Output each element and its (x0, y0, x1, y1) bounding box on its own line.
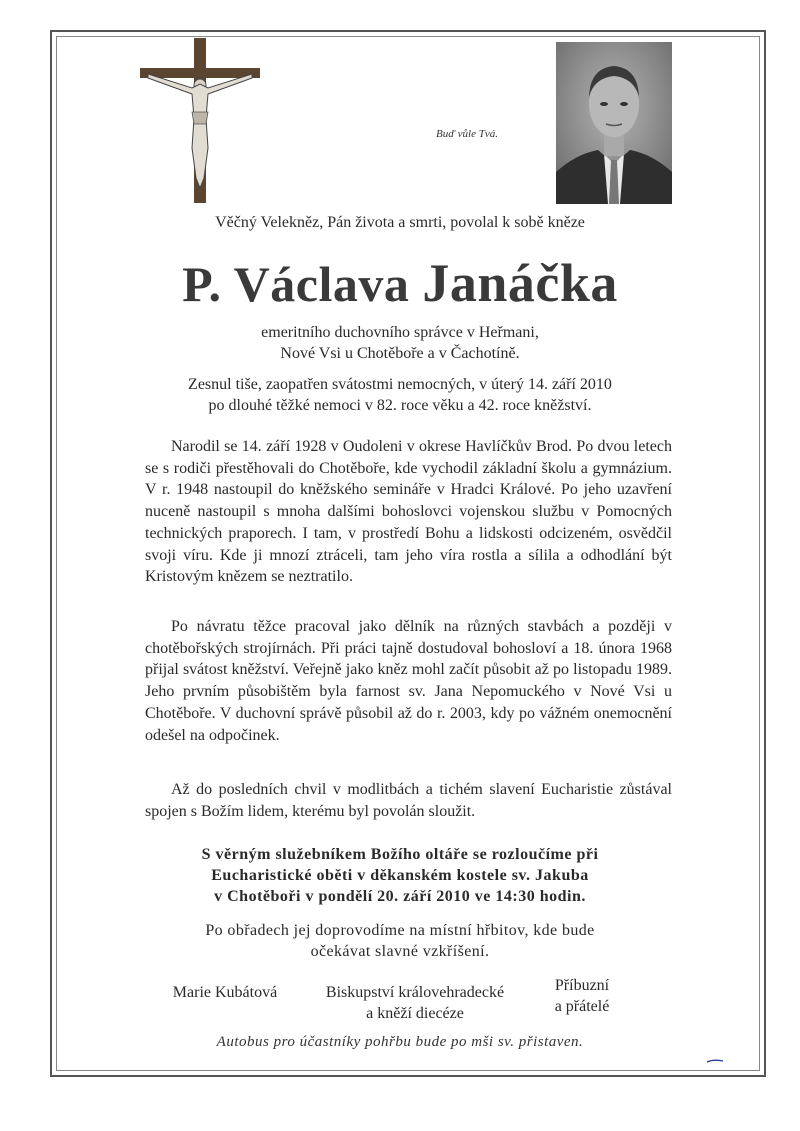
biography-paragraph-3 (145, 779, 672, 822)
death-line: po dlouhé těžké nemoci v 82. roce věku a 42. roce kněžství. (208, 397, 592, 414)
procession-line: Po obřadech jej doprovodíme na místní hřbitov, kde bude (205, 922, 595, 939)
paragraph-text: Po návratu těžce pracoval jako dělník na různých stavbách a později v chotěbořských strojírnách. Při práci tajně dostudoval bohosloví a 18. února 1968 přijal svátost kněžství. Veřejně jako kněz mohl začít působit až po listopadu 1989. Jeho prvním působištěm byla farnost sv. Jana Nepomuckého v Nové Vsi u Chotěboře. V duchovní správě působil až do r. 2003, kdy po vážném onemocnění odešel na odpočinek. (145, 618, 672, 744)
name-last: Janáčka (422, 253, 618, 313)
deceased-name (0, 252, 800, 314)
mourner-second (300, 982, 530, 1024)
role-line: Nové Vsi u Chotěboře a v Čachotíně. (280, 345, 520, 362)
death-line: Zesnul tiše, zaopatřen svátostmi nemocných, v úterý 14. září 2010 (188, 376, 612, 393)
intro-line: Věčný Velekněz, Pán života a smrti, povolal k sobě kněze (215, 214, 585, 231)
paragraph-text: Narodil se 14. září 1928 v Oudoleni v okrese Havlíčkův Brod. Po dvou letech se s rodiči přestěhovali do Chotěboře, kde vychodil základní školu a gymnázium. V r. 1948 nastoupil do kněžského semináře v Hradci Králové. Po jeho uzavření nuceně nastoupil s mnoha dalšími bohoslovci vojenskou službu v Pomocných technických praporech. I tam, v prostředí Bohu a lidskosti odcizeném, osvědčil svoji víru. Kde ji mnozí ztráceli, tam jeho víra rostla a sílila a odhodlání být Kristovým knězem se neztratilo. (145, 438, 672, 586)
crucifix-icon (140, 38, 260, 203)
funeral-line: v Chotěboři v pondělí 20. září 2010 ve 14:30 hodin. (214, 888, 586, 905)
mourner-third (542, 975, 622, 1017)
paragraph-text: Až do posledních chvil v modlitbách a tichém slavení Eucharistie zůstával spojen s Božím lidem, kterému byl povolán sloužit. (145, 781, 672, 820)
procession-details (0, 920, 800, 962)
mourner-first: Marie Kubátová (172, 984, 278, 1001)
pen-mark-icon (706, 1052, 724, 1070)
role-description (0, 322, 800, 364)
funeral-line: S věrným služebníkem Božího oltáře se rozloučíme při (201, 846, 599, 863)
mourner-line: Příbuzní (554, 977, 610, 994)
death-notice (0, 374, 800, 416)
funeral-line: Eucharistické oběti v děkanském kostele sv. Jakuba (211, 867, 589, 884)
mourner-line: a přátelé (554, 998, 610, 1015)
portrait-photo (556, 42, 672, 204)
mourner-line: a kněží diecéze (366, 1005, 464, 1022)
biography-paragraph-1 (145, 436, 672, 588)
procession-line: očekávat slavné vzkříšení. (310, 943, 490, 960)
motto-text: Buď vůle Tvá. (436, 128, 498, 140)
biography-paragraph-2 (145, 616, 672, 746)
role-line: emeritního duchovního správce v Heřmani, (261, 324, 539, 341)
funeral-details (0, 844, 800, 907)
mourner-line: Biskupství královehradecké (325, 984, 505, 1001)
bus-note: Autobus pro účastníky pohřbu bude po mši sv. přistaven. (216, 1034, 584, 1050)
name-first: P. Václava (182, 256, 423, 312)
